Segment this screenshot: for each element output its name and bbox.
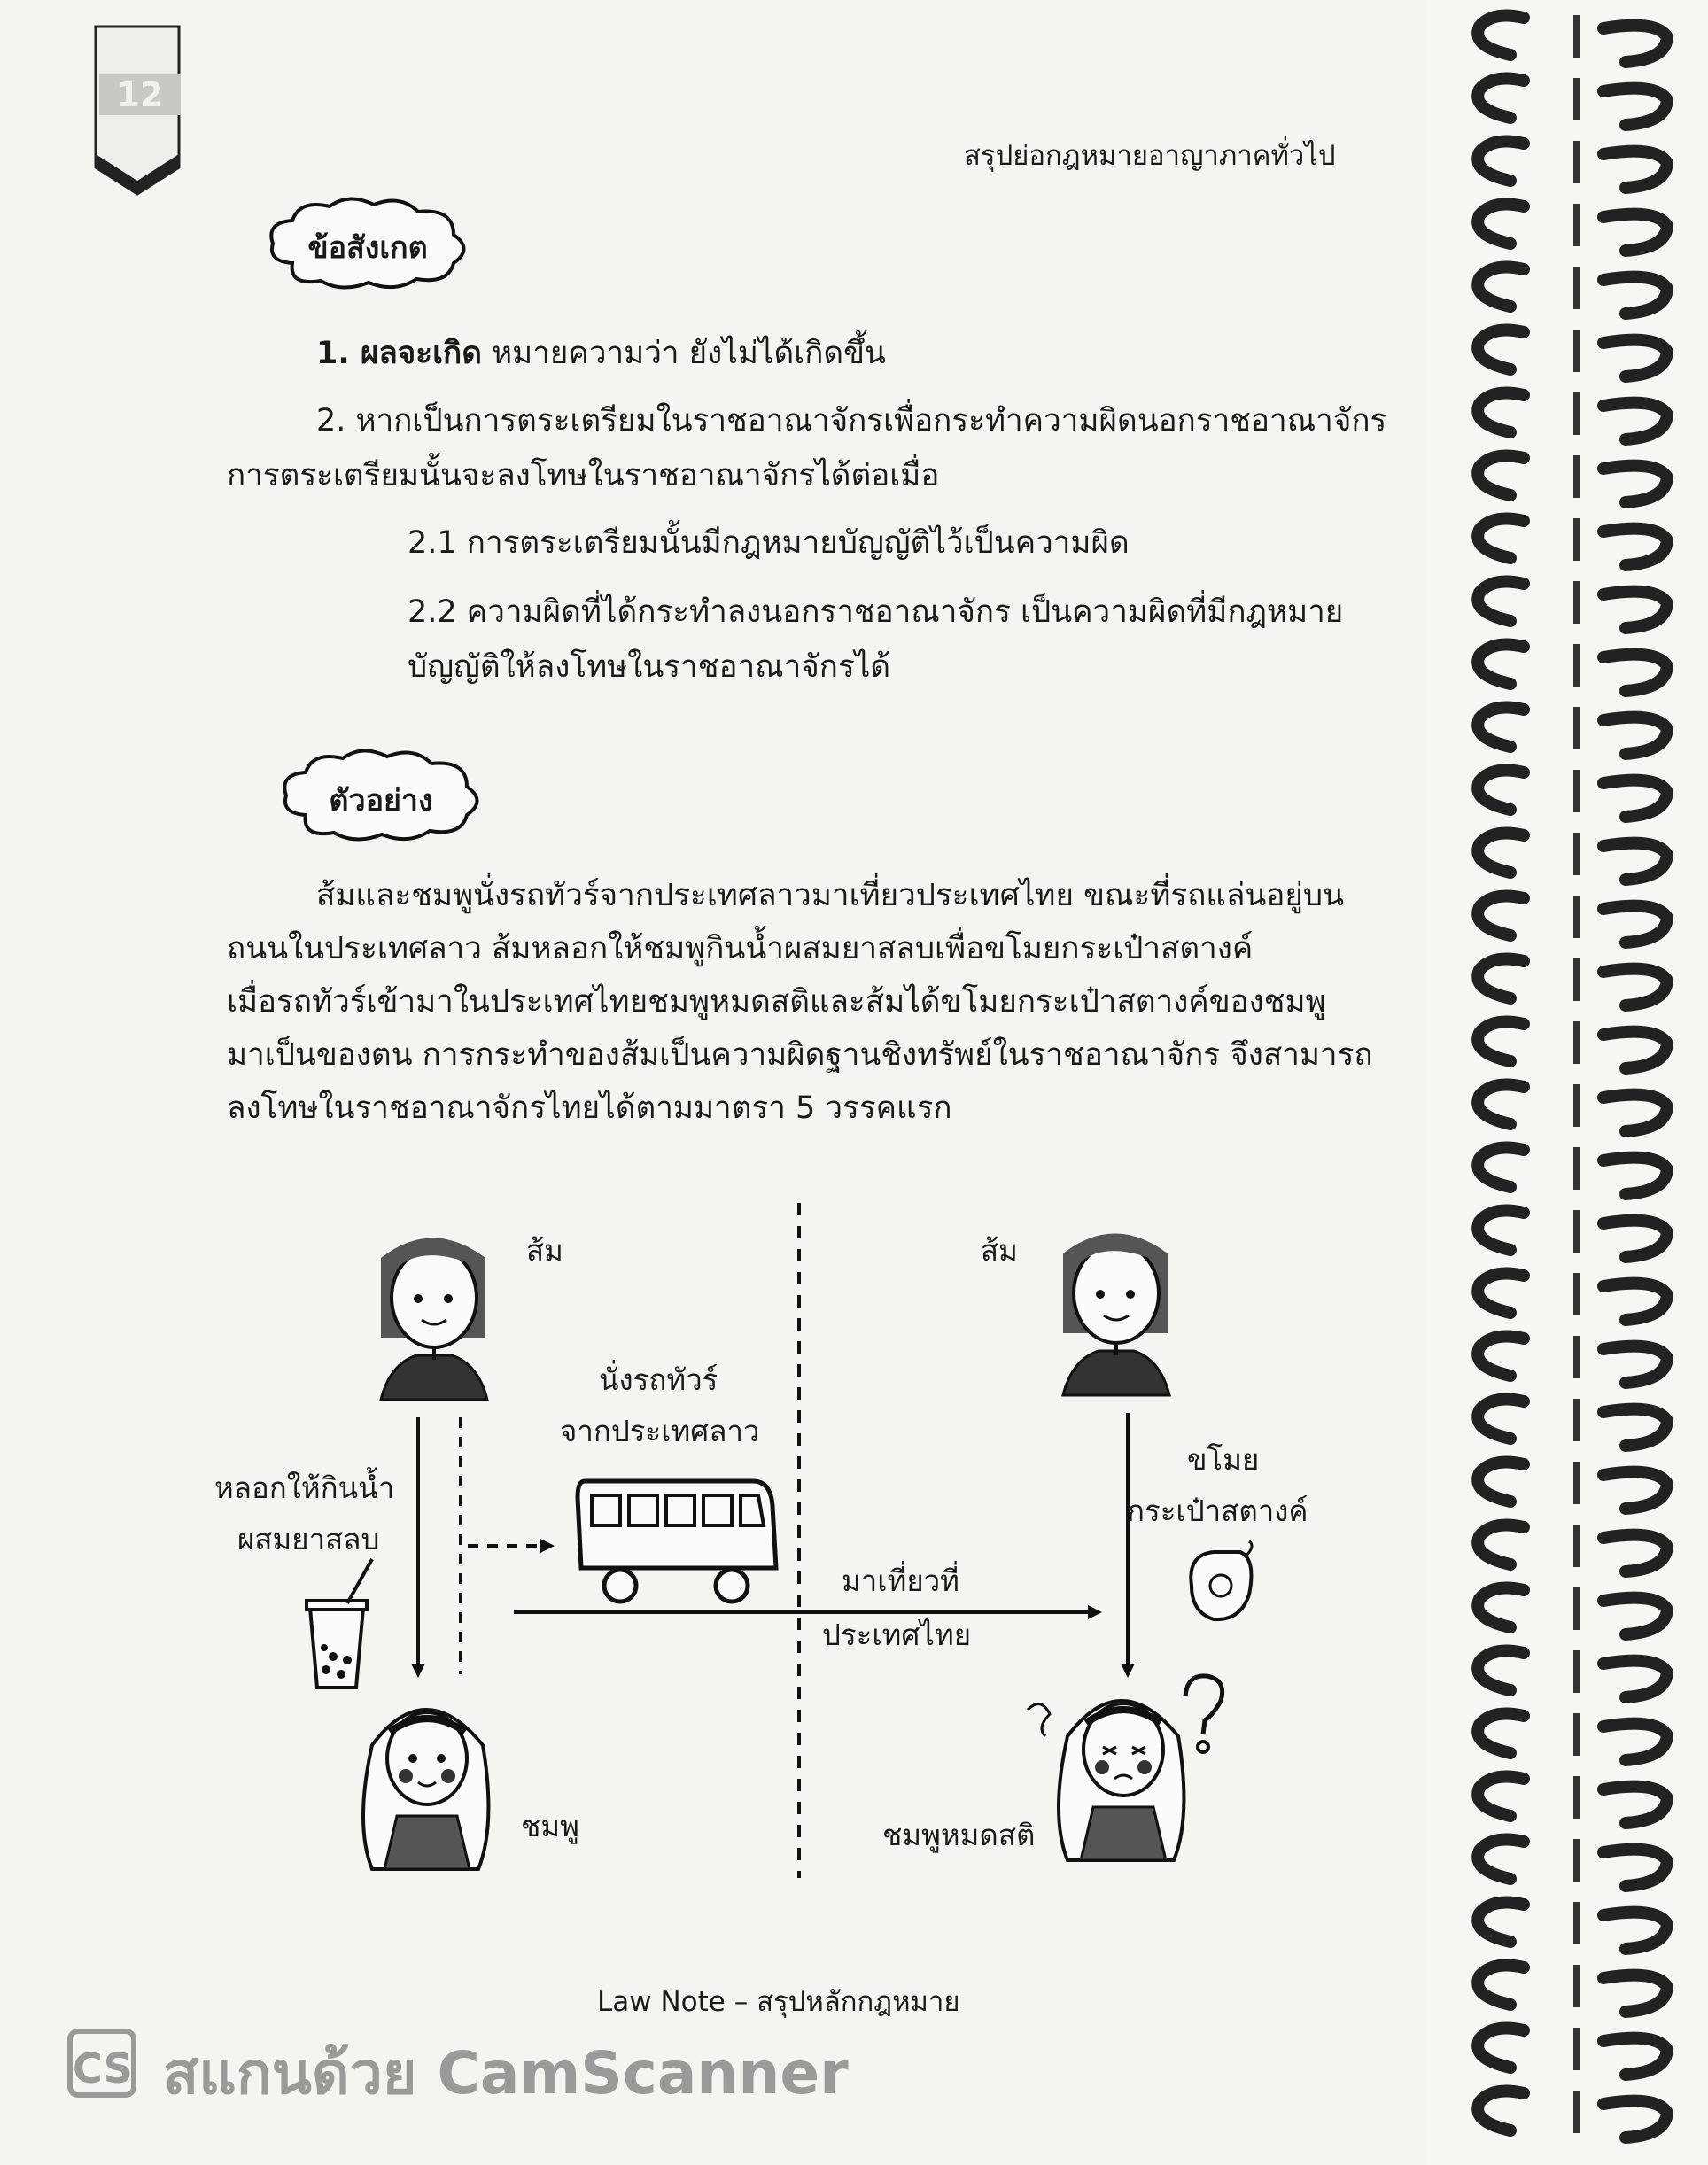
observation-item-1-text: หมายความว่า ยังไม่ได้เกิดขึ้น [481,336,886,371]
spiral-hole [1573,2028,1580,2070]
example-line-2: ถนนในประเทศลาว ส้มหลอกให้ชมพูกินน้ำผสมยาสลบเพื่อขโมยกระเป๋าสตางค์ [227,931,1254,966]
label-som-left: ส้ม [526,1233,563,1268]
spiral-hole [1573,518,1580,561]
spiral-hole [1573,1839,1580,1882]
label-steal-2: กระเป๋าสตางค์ [1127,1494,1308,1528]
spiral-hole [1573,1902,1580,1944]
spiral-hole [1573,330,1580,372]
spiral-hole [1573,141,1580,183]
bus-icon [578,1481,776,1602]
spiral-hole [1573,1776,1580,1819]
page-footer: Law Note – สรุปหลักกฎหมาย [597,1986,960,2018]
camscanner-logo: CS [67,2029,136,2098]
observation-item-2-line-2: การตระเตรียมนั้นจะลงโทษในราชอาณาจักรได้ต่อเมื่อ [227,458,940,493]
label-trick-2: ผสมยาสลบ [237,1522,380,1556]
spiral-hole [1573,1399,1580,1441]
label-travel-2: ประเทศไทย [822,1618,972,1652]
chompoo-right-figure [1028,1701,1184,1860]
spiral-hole [1573,1084,1580,1127]
spiral-hole [1573,1462,1580,1504]
drink-icon [307,1559,372,1688]
example-line-3: เมื่อรถทัวร์เข้ามาในประเทศไทยชมพูหมดสติและส้มได้ขโมยกระเป๋าสตางค์ของชมพู [227,984,1326,1020]
question-mark-icon [1185,1676,1223,1752]
chompoo-left-figure [363,1710,488,1869]
label-som-right: ส้ม [981,1233,1018,1268]
spiral-hole [1573,15,1580,58]
spiral-hole [1573,896,1580,938]
spiral-hole [1573,1525,1580,1567]
spiral-hole [1573,1336,1580,1378]
example-heading: ตัวอย่าง [329,783,433,819]
example-line-5: ลงโทษในราชอาณาจักรไทยได้ตามมาตรา 5 วรรคแรก [227,1090,952,1126]
som-right-figure [1063,1234,1169,1396]
label-bus-1: นั่งรถทัวร์ [599,1362,718,1397]
spiral-hole [1573,1713,1580,1756]
observation-item-2-2-line-2: บัญญัติให้ลงโทษในราชอาณาจักรได้ [408,649,891,685]
observation-heading: ข้อสังเกต [307,230,428,266]
wallet-icon [1191,1541,1252,1619]
example-line-1: ส้มและชมพูนั่งรถทัวร์จากประเทศลาวมาเที่ยวประเทศไทย ขณะที่รถแล่นอยู่บน [316,878,1344,913]
label-bus-2: จากประเทศลาว [560,1414,760,1448]
observation-item-2-line-1: 2. หากเป็นการตระเตรียมในราชอาณาจักรเพื่อกระทำความผิดนอกราชอาณาจักร [316,403,1387,438]
spiral-hole [1573,958,1580,1001]
spiral-hole [1573,581,1580,624]
spiral-binding [1426,0,1708,2165]
spiral-hole [1573,1021,1580,1064]
observation-item-1-term: 1. ผลจะเกิด [316,336,482,371]
label-trick-1: หลอกให้กินน้ำ [214,1470,395,1505]
spiral-hole [1573,833,1580,875]
spiral-hole [1573,1210,1580,1253]
spiral-hole [1573,204,1580,246]
observation-item-2-2-line-1: 2.2 ความผิดที่ได้กระทำลงนอกราชอาณาจักร เป็นความผิดที่มีกฎหมาย [408,594,1344,630]
page-number: 12 [116,75,164,114]
spiral-hole [1573,770,1580,812]
observation-item-2-1: 2.1 การตระเตรียมนั้นมีกฎหมายบัญญัติไว้เป็นความผิด [408,525,1130,561]
camscanner-watermark: สแกนด้วย CamScanner [163,2039,849,2107]
label-travel-1: มาเที่ยวที่ [842,1564,959,1598]
label-chompoo-left: ชมพู [521,1809,579,1843]
som-left-figure [381,1238,487,1401]
spiral-hole [1573,455,1580,498]
spiral-hole [1573,644,1580,687]
spiral-hole [1573,78,1580,120]
running-header: สรุปย่อกฎหมายอาญาภาคทั่วไป [964,140,1336,172]
spiral-hole [1573,1650,1580,1693]
spiral-hole [1573,267,1580,309]
spiral-hole [1573,707,1580,749]
spiral-hole [1573,392,1580,435]
spiral-hole [1573,1587,1580,1630]
label-chompoo-right: ชมพูหมดสติ [882,1818,1036,1852]
label-steal-1: ขโมย [1187,1442,1260,1477]
spiral-hole [1573,2091,1580,2133]
spiral-hole [1573,1147,1580,1190]
example-line-4: มาเป็นของตน การกระทำของส้มเป็นความผิดฐานชิงทรัพย์ในราชอาณาจักร จึงสามารถ [227,1037,1373,1073]
spiral-hole [1573,1965,1580,2007]
spiral-hole [1573,1273,1580,1315]
